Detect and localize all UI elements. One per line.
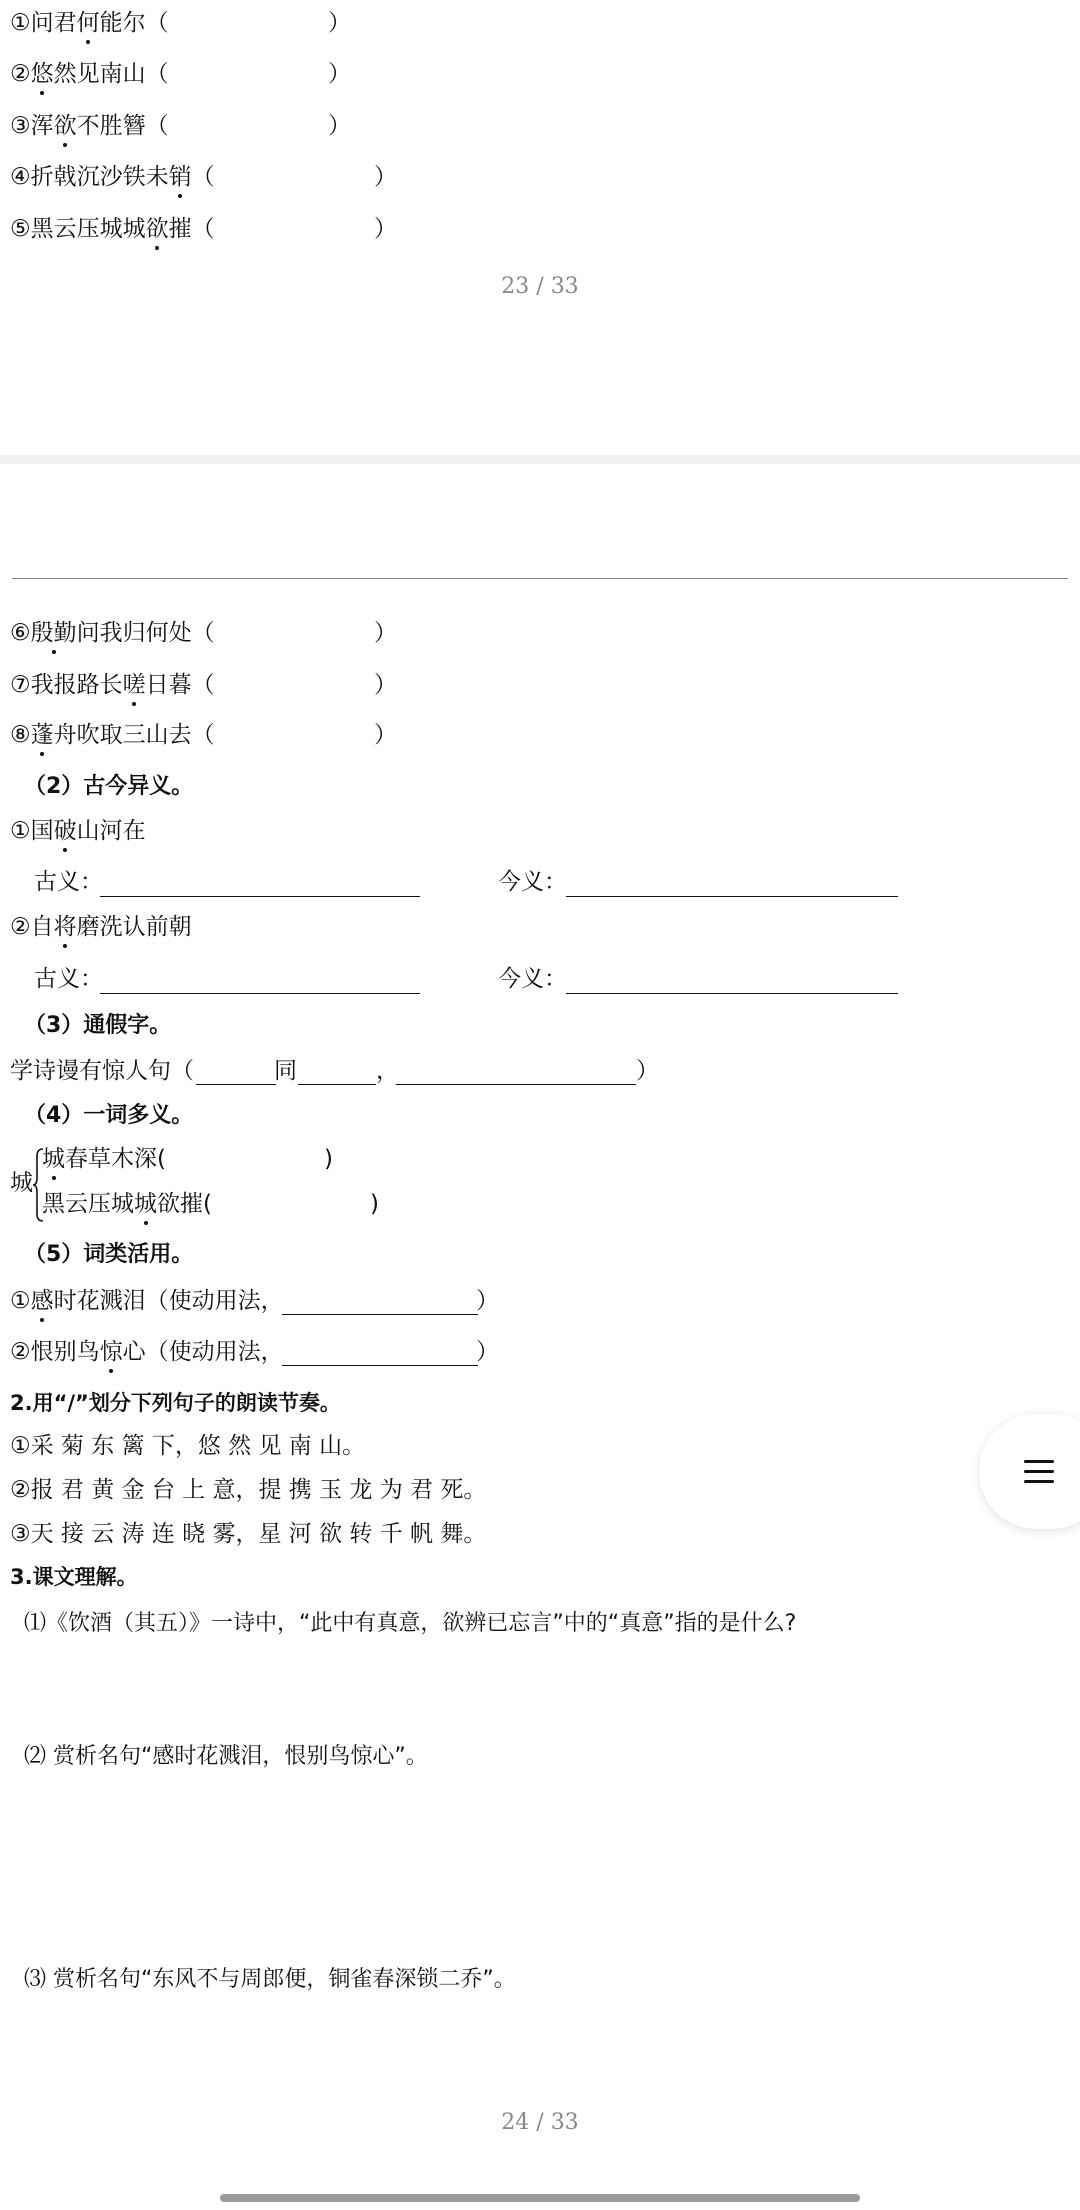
dotted-char: 蓬 [30,722,54,748]
word-shift-item-2 [10,1337,284,1367]
close-paren: ） [476,1339,499,1365]
modern-meaning-blank[interactable] [566,896,898,897]
dotted-char: 殷勤 [30,620,77,646]
close-paren: ） [476,1288,499,1314]
section-word-class-shift: （5）词类活用。 [24,1242,194,1267]
vocab-item-1 [10,8,351,38]
item-text: ⑦我报路长 [10,672,123,698]
rhythm-line-2: ②报 君 黄 金 台 上 意，提 携 玉 龙 为 君 死。 [10,1477,487,1503]
dotted-char: 破 [53,818,77,844]
vocab-item-4 [10,162,397,192]
vocab-item-6 [10,618,397,648]
vocab-item-2 [10,59,351,89]
rhythm-line-3: ③天 接 云 涛 连 晓 雾，星 河 欲 转 千 帆 舞。 [10,1521,487,1547]
vocab-item-5 [10,214,397,244]
meaning-item-2 [10,912,192,942]
section-ancient-modern-meaning: （2）古今异义。 [24,774,194,799]
item-text: 山河在 [76,818,146,844]
item-text: ①问君 [10,10,77,36]
item-text: （ [191,164,215,190]
close-paren: ） [374,672,397,698]
item-text: 摧（ [168,216,215,242]
section-polysemy: （4）一词多义。 [24,1103,194,1128]
ancient-meaning-blank[interactable] [100,896,420,897]
tongjia-blank-1[interactable] [196,1084,276,1085]
tongjia-item [10,1056,194,1086]
page-separator [0,455,1080,464]
item-text: ②恨别鸟 [10,1339,100,1365]
item-text: 舟吹取三山去（ [53,722,215,748]
dotted-char: 惊 [99,1339,123,1365]
item-text: 不胜簪（ [76,113,169,139]
page-number: 24 / 33 [501,2110,579,2135]
ancient-meaning-label: 古义： [34,869,103,895]
item-text: ⑤黑云压城城 [10,216,146,242]
item-text: ③浑 [10,113,54,139]
close-paren: ） [374,722,397,748]
dotted-char: 悠 [30,61,54,87]
home-indicator[interactable] [220,2194,860,2202]
dotted-char: 何 [76,10,100,36]
close-paren: ） [374,216,397,242]
question-3-sub-3: ⑶ 赏析名句“东风不与周郎便，铜雀春深锁二乔”。 [24,1967,516,1992]
dotted-char: 将 [53,914,77,940]
close-paren: ） [636,1058,659,1084]
ancient-meaning-blank[interactable] [100,993,420,994]
question-3-title: 3.课文理解。 [10,1565,138,1589]
item-text: 欲摧( [157,1191,212,1217]
close-paren: ） [328,61,351,87]
rhythm-line-1: ①采 菊 东 篱 下，悠 然 见 南 山。 [10,1433,366,1459]
dotted-char: 城 [42,1146,65,1172]
item-text: ① [10,1288,31,1314]
question-2-title: 2.用“/”划分下列句子的朗读节奏。 [10,1391,341,1415]
word-shift-blank-1[interactable] [282,1314,478,1315]
close-paren: ） [374,620,397,646]
question-3-sub-1: ⑴《饮酒（其五）》一诗中，“此中有真意，欲辨已忘言”中的“真意”指的是什么? [24,1611,797,1636]
question-3-sub-2: ⑵ 赏析名句“感时花溅泪，恨别鸟惊心”。 [24,1744,428,1769]
item-text: ② [10,61,31,87]
dotted-char: 嗟 [122,672,146,698]
item-text: 磨洗认前朝 [76,914,192,940]
item-text: 然见南山（ [53,61,169,87]
header-rule [12,578,1068,579]
ancient-meaning-label: 古义： [34,966,103,992]
polysemy-line-1 [42,1144,333,1174]
dotted-char: 欲 [53,113,77,139]
close-paren: ） [328,113,351,139]
word-shift-blank-2[interactable] [282,1365,478,1366]
page-23 [0,0,1080,455]
modern-meaning-blank[interactable] [566,993,898,994]
item-text: 日暮（ [145,672,215,698]
dotted-char: 感 [30,1288,54,1314]
vocab-item-7 [10,670,397,700]
modern-meaning-label: 今义： [498,966,567,992]
item-text: ⑥ [10,620,31,646]
modern-meaning-label: 今义： [498,869,567,895]
tong-label: 同 [274,1058,297,1084]
comma: ， [376,1058,399,1084]
item-text: 心（使动用法， [122,1339,284,1365]
page-24 [0,464,1080,2210]
item-text: 能尔（ [99,10,169,36]
close-paren: ) [370,1191,379,1217]
polysemy-word: 城 [10,1170,33,1196]
dotted-char: 销 [168,164,192,190]
polysemy-line-2 [42,1189,379,1219]
close-paren: ） [374,164,397,190]
item-text: 问我归何处（ [76,620,215,646]
page-number: 23 / 33 [501,274,579,299]
tongjia-blank-3[interactable] [396,1084,636,1085]
item-text: ⑧ [10,722,31,748]
item-text: ④折戟沉沙铁未 [10,164,169,190]
dotted-char: 欲 [145,216,169,242]
vocab-item-8 [10,720,397,750]
close-paren: ） [328,10,351,36]
close-paren: ) [324,1146,333,1172]
meaning-item-1 [10,816,146,846]
word-shift-item-1 [10,1286,284,1316]
item-text: 时花溅泪（使动用法， [53,1288,284,1314]
item-text: 学诗谩有惊人句（ [10,1058,194,1084]
item-text: 黑云压城 [42,1191,134,1217]
item-text: ①国 [10,818,54,844]
section-interchangeable-chars: （3）通假字。 [24,1013,172,1038]
vocab-item-3 [10,111,351,141]
dotted-char: 城 [134,1191,157,1217]
item-text: ②自 [10,914,54,940]
tongjia-blank-2[interactable] [298,1084,376,1085]
item-text: 春草木深( [65,1146,166,1172]
